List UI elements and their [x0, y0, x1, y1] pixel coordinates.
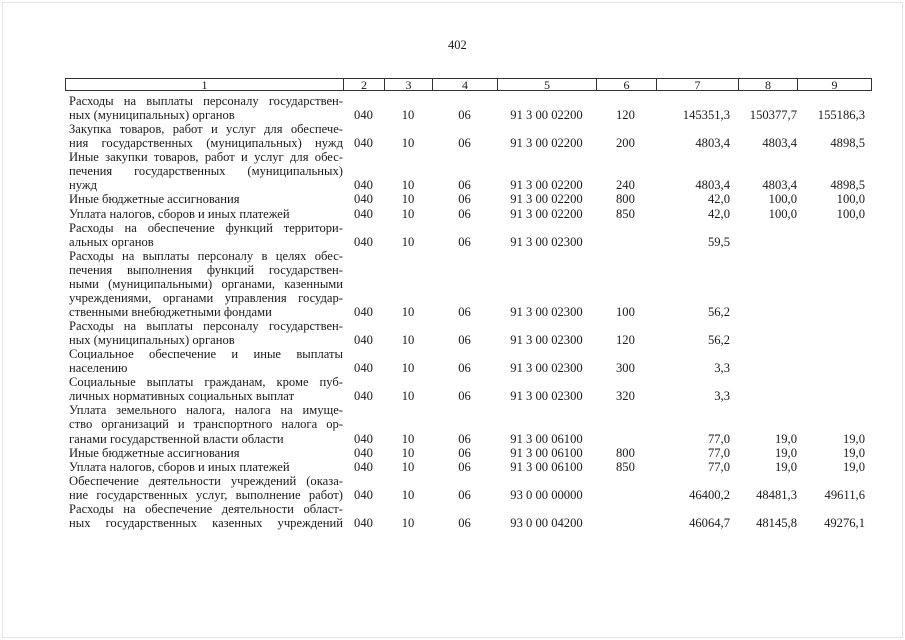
description-line: альных органов — [69, 234, 154, 249]
ministry-code: 040 — [354, 192, 373, 207]
table-row — [65, 249, 870, 319]
amount-year-1: 77,0 — [707, 445, 730, 460]
amount-year-2: 19,0 — [774, 431, 797, 446]
amount-year-3: 4898,5 — [830, 178, 865, 193]
amount-year-1: 42,0 — [707, 192, 730, 207]
section-code: 10 — [401, 178, 415, 193]
table-row — [65, 403, 870, 445]
table-row — [65, 446, 870, 460]
ministry-code: 040 — [354, 304, 373, 319]
description-line: Уплата земельного налога, налога на имуще- — [69, 403, 343, 418]
ministry-code: 040 — [354, 178, 373, 193]
subsection-code: 06 — [458, 192, 471, 207]
target-article-code: 91 3 00 06100 — [510, 459, 583, 474]
table-row — [65, 192, 870, 206]
amount-year-2: 100,0 — [768, 192, 797, 207]
expense-type-code: 850 — [616, 206, 635, 221]
row-description — [65, 446, 343, 460]
description-line: ство организаций и транспортного налога ор- — [69, 417, 343, 432]
target-article-code: 91 3 00 02300 — [510, 234, 583, 249]
row-description — [65, 347, 343, 375]
description-line: Обеспечение деятельности учреждений (оказа- — [69, 473, 343, 488]
section-code: 10 — [401, 206, 415, 221]
subsection-code: 06 — [458, 431, 471, 446]
expense-type-code: 240 — [616, 178, 635, 193]
target-article-code: 91 3 00 02200 — [510, 108, 583, 123]
ministry-code: 040 — [354, 333, 373, 348]
amount-year-1: 56,2 — [707, 304, 730, 319]
ministry-code: 040 — [354, 136, 373, 151]
description-line: ния государственных (муниципальных) нужд — [69, 136, 343, 151]
column-header-4: 4 — [433, 79, 498, 90]
subsection-code: 06 — [458, 361, 471, 376]
column-header-2: 2 — [344, 79, 385, 90]
table-header — [65, 78, 872, 91]
amount-year-2: 100,0 — [768, 206, 797, 221]
amount-year-3: 49276,1 — [824, 515, 865, 530]
target-article-code: 91 3 00 02300 — [510, 361, 583, 376]
description-line: нужд — [69, 178, 97, 193]
subsection-code: 06 — [458, 515, 471, 530]
section-code: 10 — [401, 108, 415, 123]
row-description — [65, 403, 343, 445]
amount-year-1: 77,0 — [707, 431, 730, 446]
ministry-code: 040 — [354, 445, 373, 460]
amount-year-2: 19,0 — [774, 459, 797, 474]
section-code: 10 — [401, 234, 415, 249]
description-line: населению — [69, 361, 128, 376]
column-header-8: 8 — [739, 79, 798, 90]
row-description — [65, 474, 343, 502]
description-line: Расходы на выплаты персоналу в целях обес- — [69, 248, 343, 263]
column-header-1: 1 — [66, 79, 344, 90]
description-line: ние государственных услуг, выполнение работ) — [69, 487, 343, 502]
subsection-code: 06 — [458, 108, 471, 123]
row-description — [65, 319, 343, 347]
amount-year-3: 19,0 — [842, 431, 865, 446]
subsection-code: 06 — [458, 178, 471, 193]
description-line: ных (муниципальных) органов — [69, 333, 235, 348]
expense-type-code: 300 — [616, 361, 635, 376]
target-article-code: 91 3 00 06100 — [510, 445, 583, 460]
expense-type-code: 850 — [616, 459, 635, 474]
amount-year-1: 46064,7 — [689, 515, 730, 530]
target-article-code: 93 0 00 00000 — [510, 487, 583, 502]
ministry-code: 040 — [354, 459, 373, 474]
target-article-code: 91 3 00 02200 — [510, 136, 583, 151]
description-line: печения выполнения функций государствен- — [69, 262, 343, 277]
amount-year-3: 4898,5 — [830, 136, 865, 151]
target-article-code: 91 3 00 02300 — [510, 333, 583, 348]
table-row — [65, 94, 870, 122]
amount-year-1: 59,5 — [707, 234, 730, 249]
ministry-code: 040 — [354, 487, 373, 502]
table-row — [65, 375, 870, 403]
column-header-5: 5 — [498, 79, 597, 90]
amount-year-1: 42,0 — [707, 206, 730, 221]
ministry-code: 040 — [354, 206, 373, 221]
row-description — [65, 150, 343, 192]
description-line: Социальное обеспечение и иные выплаты — [69, 347, 343, 362]
description-line: Уплата налогов, сборов и иных платежей — [69, 459, 290, 474]
row-description — [65, 502, 343, 530]
amount-year-2: 150377,7 — [749, 108, 797, 123]
expense-type-code: 100 — [616, 304, 635, 319]
table-row — [65, 207, 870, 221]
amount-year-1: 46400,2 — [689, 487, 730, 502]
table-row — [65, 502, 870, 530]
description-line: Иные закупки товаров, работ и услуг для обес- — [69, 150, 343, 165]
subsection-code: 06 — [458, 304, 471, 319]
amount-year-1: 3,3 — [714, 389, 730, 404]
subsection-code: 06 — [458, 389, 471, 404]
ministry-code: 040 — [354, 361, 373, 376]
amount-year-3: 49611,6 — [824, 487, 865, 502]
target-article-code: 91 3 00 02200 — [510, 178, 583, 193]
subsection-code: 06 — [458, 459, 471, 474]
amount-year-3: 19,0 — [842, 459, 865, 474]
subsection-code: 06 — [458, 206, 471, 221]
description-line: Уплата налогов, сборов и иных платежей — [69, 206, 290, 221]
amount-year-1: 4803,4 — [695, 136, 730, 151]
expense-type-code: 200 — [616, 136, 635, 151]
description-line: Социальные выплаты гражданам, кроме пуб- — [69, 375, 343, 390]
subsection-code: 06 — [458, 445, 471, 460]
table-row — [65, 347, 870, 375]
ministry-code: 040 — [354, 108, 373, 123]
amount-year-3: 19,0 — [842, 445, 865, 460]
section-code: 10 — [401, 304, 415, 319]
target-article-code: 93 0 00 04200 — [510, 515, 583, 530]
expense-type-code: 800 — [616, 192, 635, 207]
description-line: ных (муниципальных) органов — [69, 108, 235, 123]
row-description — [65, 94, 343, 122]
amount-year-1: 145351,3 — [682, 108, 730, 123]
column-header-7: 7 — [657, 79, 739, 90]
amount-year-2: 48145,8 — [756, 515, 797, 530]
description-line: Расходы на обеспечение деятельности област- — [69, 501, 343, 516]
column-header-9: 9 — [831, 78, 838, 92]
row-description — [65, 221, 343, 249]
description-line: Иные бюджетные ассигнования — [69, 192, 240, 207]
section-code: 10 — [401, 487, 415, 502]
description-line: ными (муниципальными) органами, казенными — [69, 276, 343, 291]
section-code: 10 — [401, 459, 415, 474]
expense-type-code: 320 — [616, 389, 635, 404]
row-description — [65, 249, 343, 319]
description-line: Расходы на выплаты персоналу государствен- — [69, 94, 343, 108]
page-number: 402 — [448, 38, 467, 52]
table-row — [65, 122, 870, 150]
section-code: 10 — [401, 361, 415, 376]
expense-type-code: 800 — [616, 445, 635, 460]
subsection-code: 06 — [458, 136, 471, 151]
subsection-code: 06 — [458, 487, 471, 502]
expense-type-code: 120 — [616, 108, 635, 123]
target-article-code: 91 3 00 02300 — [510, 389, 583, 404]
table-row — [65, 474, 870, 502]
ministry-code: 040 — [354, 515, 373, 530]
amount-year-3: 100,0 — [836, 206, 865, 221]
section-code: 10 — [401, 445, 415, 460]
section-code: 10 — [401, 389, 415, 404]
table-row — [65, 460, 870, 474]
section-code: 10 — [401, 431, 415, 446]
amount-year-2: 4803,4 — [762, 178, 797, 193]
subsection-code: 06 — [458, 333, 471, 348]
description-line: учреждениями, органами управления государ- — [69, 290, 343, 305]
column-header-6: 6 — [597, 79, 657, 90]
subsection-code: 06 — [458, 234, 471, 249]
row-description — [65, 375, 343, 403]
description-line: ственными внебюджетными фондами — [69, 304, 272, 319]
description-line: печения государственных (муниципальных) — [69, 164, 343, 179]
description-line: Закупка товаров, работ и услуг для обеспече- — [69, 122, 343, 137]
table-row — [65, 319, 870, 347]
amount-year-3: 155186,3 — [817, 108, 865, 123]
amount-year-1: 3,3 — [714, 361, 730, 376]
section-code: 10 — [401, 515, 415, 530]
target-article-code: 91 3 00 02200 — [510, 206, 583, 221]
description-line: ганами государственной власти области — [69, 431, 284, 446]
row-description — [65, 207, 343, 221]
description-line: ных государственных казенных учреждений — [69, 515, 343, 530]
section-code: 10 — [401, 192, 415, 207]
description-line: Иные бюджетные ассигнования — [69, 445, 240, 460]
amount-year-2: 48481,3 — [756, 487, 797, 502]
row-description — [65, 192, 343, 206]
amount-year-2: 19,0 — [774, 445, 797, 460]
ministry-code: 040 — [354, 234, 373, 249]
ministry-code: 040 — [354, 389, 373, 404]
row-description — [65, 460, 343, 474]
target-article-code: 91 3 00 02300 — [510, 304, 583, 319]
description-line: личных нормативных социальных выплат — [69, 389, 295, 404]
amount-year-1: 77,0 — [707, 459, 730, 474]
column-header-3: 3 — [385, 79, 433, 90]
amount-year-1: 4803,4 — [695, 178, 730, 193]
section-code: 10 — [401, 333, 415, 348]
description-line: Расходы на выплаты персоналу государствен- — [69, 319, 343, 333]
expense-type-code: 120 — [616, 333, 635, 348]
description-line: Расходы на обеспечение функций территори- — [69, 220, 343, 235]
target-article-code: 91 3 00 02200 — [510, 192, 583, 207]
section-code: 10 — [401, 136, 415, 151]
amount-year-2: 4803,4 — [762, 136, 797, 151]
target-article-code: 91 3 00 06100 — [510, 431, 583, 446]
ministry-code: 040 — [354, 431, 373, 446]
amount-year-1: 56,2 — [707, 333, 730, 348]
amount-year-3: 100,0 — [836, 192, 865, 207]
table-row — [65, 221, 870, 249]
table-row — [65, 150, 870, 192]
table-body — [65, 94, 870, 530]
row-description — [65, 122, 343, 150]
